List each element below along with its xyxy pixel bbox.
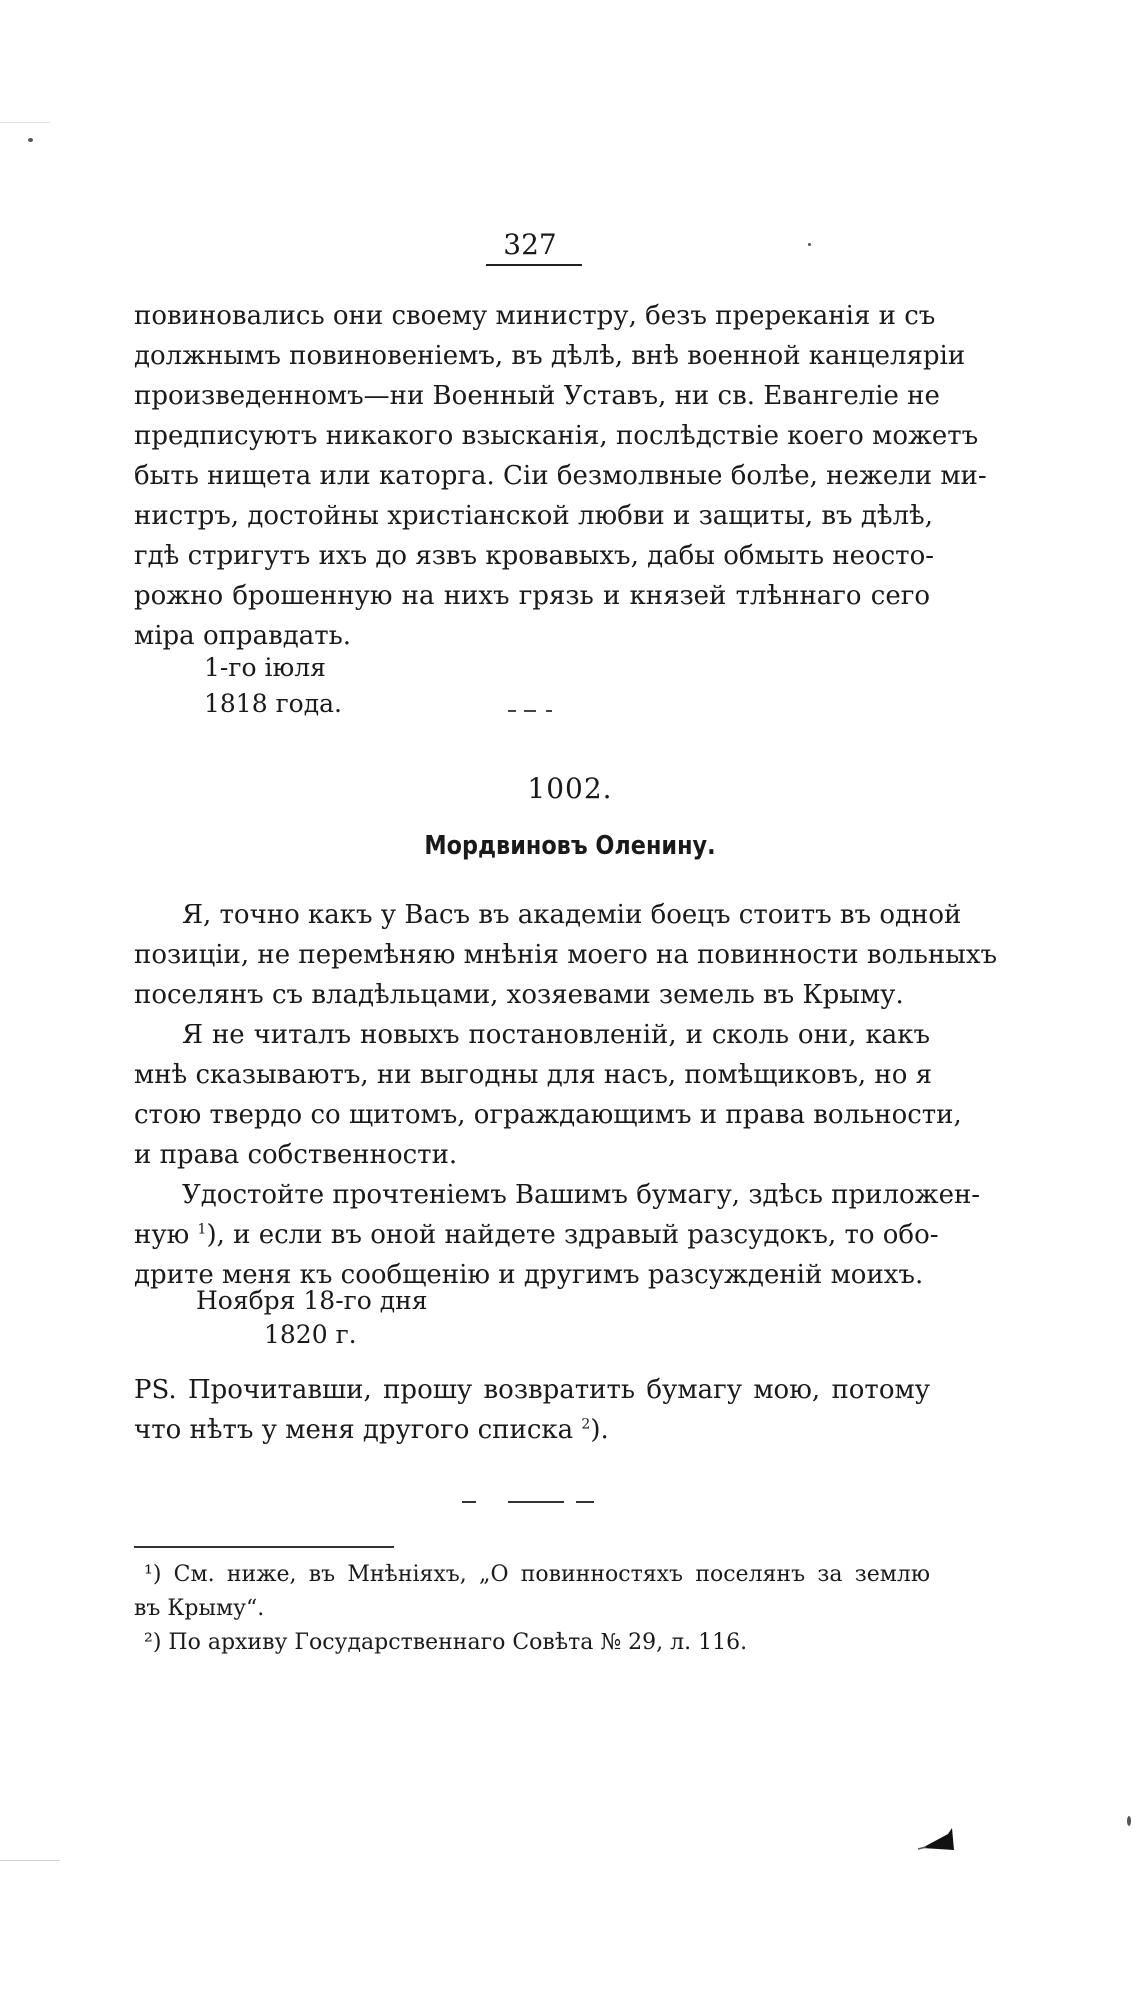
date-day: Ноября 18-го дня xyxy=(196,1286,428,1315)
text-line: Удостойте прочтеніемъ Вашимъ бумагу, здѣсь приложен- xyxy=(182,1180,981,1210)
letter-heading: Мордвиновъ Оленину. xyxy=(424,831,716,861)
continuation-paragraph xyxy=(134,296,987,656)
section-divider-dash xyxy=(546,710,552,712)
footnotes xyxy=(134,1558,930,1660)
footnote-2 xyxy=(144,1626,930,1660)
postscript xyxy=(134,1370,930,1450)
footnote-1-continuation: въ Крыму“. xyxy=(134,1596,265,1621)
text-line: позиціи, не перемѣняю мнѣнія моего на повинности вольныхъ xyxy=(134,940,998,970)
text-line: міра оправдать. xyxy=(134,621,352,651)
text-line: рожно брошенную на нихъ грязь и князей тлѣннаго сего xyxy=(134,581,930,611)
text-fragment: что нѣтъ у меня другого списка xyxy=(134,1415,582,1445)
footnote-reference-1[interactable]: 1 xyxy=(197,1221,207,1238)
text-line: дрите меня къ сообщенію и другимъ разсужденій моихъ. xyxy=(134,1260,924,1290)
text-line: произведенномъ—ни Военный Уставъ, ни св. Евангеліе не xyxy=(134,381,940,411)
text-line: Я не читалъ новыхъ постановленій, и сколь они, какъ xyxy=(182,1020,930,1050)
page-number-underline xyxy=(486,264,582,266)
scan-corner-mark xyxy=(918,1826,958,1852)
text-line: PS. Прочитавши, прошу возвратить бумагу мою, потому xyxy=(134,1375,930,1405)
scan-margin-line xyxy=(0,122,50,123)
text-line: гдѣ стригутъ ихъ до язвъ кровавыхъ, дабы обмыть неосто- xyxy=(134,541,935,571)
text-fragment: ). xyxy=(590,1415,609,1445)
text-line: Я, точно какъ у Васъ въ академіи боецъ стоитъ въ одной xyxy=(182,900,962,930)
text-line: стою твердо со щитомъ, ограждающимъ и права вольности, xyxy=(134,1100,962,1130)
continuation-date xyxy=(204,650,342,722)
end-divider-dash xyxy=(462,1501,476,1503)
footnote-text: По архиву Государственнаго Совѣта № 29, л. 116. xyxy=(168,1630,748,1655)
text-line xyxy=(134,1410,930,1450)
footnote-marker: ²) xyxy=(144,1630,162,1655)
date-year: 1818 года. xyxy=(204,689,342,718)
footnote-separator xyxy=(134,1546,394,1548)
scan-margin-line xyxy=(0,1860,60,1861)
text-fragment: ную xyxy=(134,1220,198,1250)
letter-body xyxy=(134,895,998,1295)
text-line: и права собственности. xyxy=(134,1140,458,1170)
date-year: 1820 г. xyxy=(264,1320,357,1349)
text-line: нистръ, достойны христіанской любви и защиты, въ дѣлѣ, xyxy=(134,501,933,531)
scan-speck xyxy=(1127,1816,1131,1826)
letter-date xyxy=(196,1284,428,1352)
footnote-text: См. ниже, въ Мнѣніяхъ, „О повинностяхъ поселянъ за землю xyxy=(173,1562,930,1587)
text-line: быть нищета или каторга. Сіи безмолвные болѣе, нежели ми- xyxy=(134,461,987,491)
text-line: мнѣ сказываютъ, ни выгодны для насъ, помѣщиковъ, но я xyxy=(134,1060,933,1090)
section-divider-dash xyxy=(508,710,516,712)
text-line: должнымъ повиновеніемъ, въ дѣлѣ, внѣ военной канцеляріи xyxy=(134,341,966,371)
footnote-marker: ¹) xyxy=(144,1562,162,1587)
text-line: поселянъ съ владѣльцами, хозяевами земель въ Крыму. xyxy=(134,980,904,1010)
text-line: повиновались они своему министру, безъ пререканія и съ xyxy=(134,301,936,331)
footnote-1 xyxy=(144,1558,930,1592)
date-day: 1-го іюля xyxy=(204,653,326,682)
text-fragment: ), и если въ оной найдете здравый разсудокъ, то обо- xyxy=(206,1220,939,1250)
text-line xyxy=(134,1215,939,1255)
end-divider-dash xyxy=(508,1501,564,1503)
end-divider-dash xyxy=(576,1501,594,1503)
scan-speck xyxy=(808,243,811,246)
scan-speck xyxy=(28,138,33,142)
document-number: 1002. xyxy=(527,772,613,805)
page-number: 327 xyxy=(503,228,557,261)
section-divider-dash xyxy=(524,710,536,712)
text-line: предписуютъ никакого взысканія, послѣдствіе коего можетъ xyxy=(134,421,979,451)
footnote-reference-2[interactable]: 2 xyxy=(581,1416,591,1433)
